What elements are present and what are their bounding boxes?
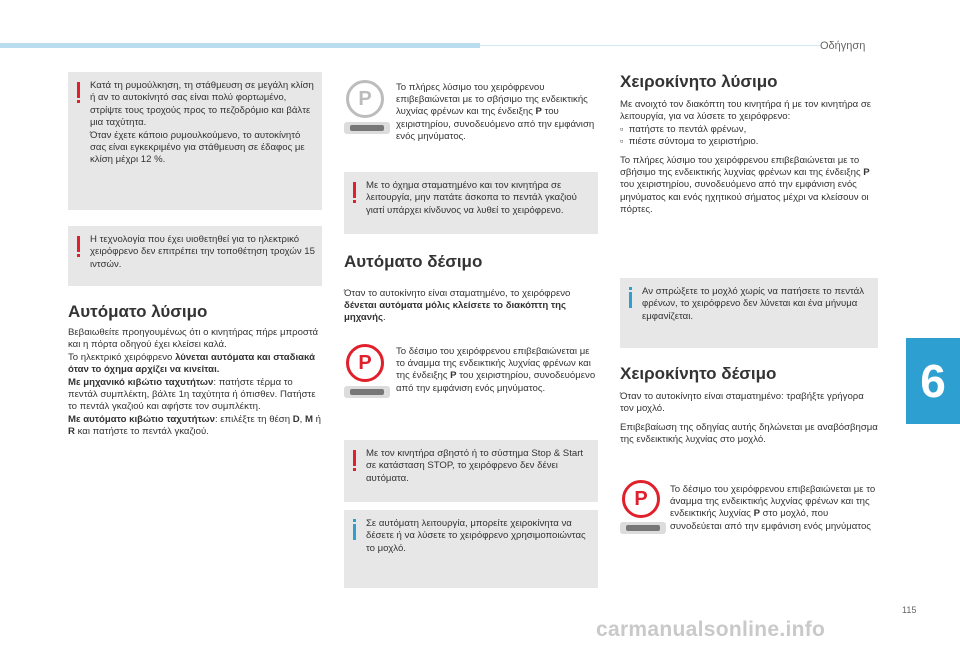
- text: στο μοχλό, που συνοδεύεται από την εμφάνιση ενός μηνύματος: [670, 508, 871, 532]
- bullet-icon: ▫: [620, 123, 629, 135]
- text: του χειριστηρίου, συνοδευόμενο από την εμφάνιση ενός μηνύματος.: [396, 106, 595, 143]
- text-bold: P: [535, 106, 542, 118]
- paragraph: Με ανοιχτό τον διακόπτη του κινητήρα ή με τον κινητήρα σε λειτουργία, για να λύσετε το χειρόφρενο:: [620, 99, 872, 123]
- text-bold: M: [305, 413, 314, 425]
- text: Το πλήρες λύσιμο του χειρόφρενου επιβεβαιώνεται με το σβήσιμο της ενδεικτικής λυχνίας φρένων και της ένδειξης: [396, 81, 588, 118]
- text: Το δέσιμο του χειρόφρενου επιβεβαιώνεται με το άναμμα της ενδεικτικής λυχνίας φρένων και της ενδεικτικής λυχνίας: [670, 483, 876, 520]
- text: ,: [299, 413, 306, 425]
- text: Το ηλεκτρικό χειρόφρενο: [68, 351, 176, 363]
- switch-icon: [344, 386, 390, 398]
- note-text: Αν σπρώξετε το μοχλό χωρίς να πατήσετε το πεντάλ φρένων, το χειρόφρενο δεν λύνεται και ένα μήνυμα εμφανίζεται.: [642, 286, 865, 322]
- text-bold: δένεται αυτόματα μόλις κλείσετε το διακόπτη της μηχανής: [344, 300, 566, 324]
- list-item: [620, 124, 878, 136]
- parking-brake-icon: P: [346, 344, 384, 382]
- header-line: [480, 45, 820, 46]
- warning-box-accelerator: [344, 172, 598, 234]
- warning-text: Η τεχνολογία που έχει υιοθετηθεί για το ηλεκτρικό χειρόφρενο δεν επιτρέπει την τοποθέτηση τροχών 15 ιντσών.: [90, 234, 315, 270]
- warning-text: Με τον κινητήρα σβηστό ή το σύστημα Stop & Start σε κατάσταση STOP, το χειρόφρενο δεν δένει αυτόματα.: [366, 448, 584, 484]
- watermark: carmanualsonline.info: [596, 618, 826, 641]
- text-bold: λύνεται αυτόματα και σταδιακά όταν το όχημα αρχίζει να κινείται.: [68, 351, 315, 376]
- text: : πατήστε τέρμα το πεντάλ συμπλέκτη, βάλτε 1η ταχύτητα ή όπισθεν. Πατήστε το πεντάλ γκαζιού και αφήστε τον συμπλέκτη.: [68, 376, 316, 413]
- text: Όταν το αυτοκίνητο είναι σταματημένο, το χειρόφρενο: [344, 287, 571, 299]
- switch-icon: [620, 522, 666, 534]
- note-box-lever: [620, 278, 878, 348]
- text: του χειριστηρίου, συνοδευόμενο από την εμφάνιση ενός μηνύματος.: [396, 370, 596, 394]
- heading-auto-apply: Αυτόματο δέσιμο: [344, 252, 483, 271]
- paragraph: [68, 377, 324, 414]
- warning-icon: [353, 182, 356, 198]
- note-text: Σε αυτόματη λειτουργία, μπορείτε χειροκίνητα να δέσετε ή να λύσετε το χειρόφρενο χρησιμοποιώντας το μοχλό.: [366, 518, 586, 554]
- warning-text: Κατά τη ρυμούλκηση, τη στάθμευση σε μεγάλη κλίση ή αν το αυτοκίνητό σας είναι πολύ φορτωμένο, στρίψτε τους τροχούς προς το πεζοδρόμιο και βάλτε μια ταχύτητα. Όταν έχετε κάποιο ρυμουλκούμενο, το αυτοκίνητό σας είναι εγκεκριμένο για στάθμευση σε έδαφος με κλίση μέχρι 12 %.: [90, 80, 314, 166]
- paragraph: Επιβεβαίωση της οδηγίας αυτής δηλώνεται με αναβόσβησμα της ενδεικτικής λυχνίας στο μοχλό.: [620, 421, 878, 446]
- section-title: Οδήγηση: [820, 40, 866, 52]
- warning-icon: [353, 450, 356, 466]
- list-item: [620, 136, 878, 148]
- paragraph: Όταν το αυτοκίνητο είναι σταματημένο: τραβήξτε γρήγορα τον μοχλό.: [620, 391, 864, 415]
- parking-brake-pictogram-on: [344, 344, 392, 406]
- text-bold: D: [292, 413, 300, 425]
- paragraph: [620, 155, 878, 217]
- paragraph: [68, 414, 324, 439]
- info-release: [396, 82, 598, 144]
- text: του χειριστηρίου, συνοδευόμενο από την εμφάνιση ενός μηνύματος και ενός ηχητικού σήματος μέχρι να κλείσουν οι πόρτες.: [620, 179, 869, 216]
- manual-release-text: [620, 99, 878, 217]
- text: Το δέσιμο του χειρόφρενου επιβεβαιώνεται με το άναμμα της ενδεικτικής λυχνίας φρένων και της ένδειξης: [396, 345, 591, 382]
- bullet-icon: ▫: [620, 136, 629, 148]
- info-manual-apply: [670, 484, 878, 534]
- info-apply: [396, 346, 598, 396]
- switch-icon: [344, 122, 390, 134]
- text: και πατήστε το πεντάλ γκαζιού.: [74, 426, 209, 438]
- text-bold: P: [450, 370, 457, 382]
- warning-box-wheels: [68, 226, 322, 286]
- warning-icon: [77, 236, 80, 252]
- warning-box-stop-start: [344, 440, 598, 502]
- parking-brake-icon: P: [346, 80, 384, 118]
- list-text: πιέστε σύντομα το χειριστήριο.: [628, 136, 759, 148]
- info-icon: [629, 292, 632, 308]
- text-bold: Με αυτόματο κιβώτιο ταχυτήτων: [68, 413, 215, 425]
- header-bar: [0, 43, 480, 48]
- page-number: 115: [902, 605, 917, 615]
- info-icon: [353, 524, 356, 540]
- text: .: [383, 312, 386, 324]
- list-text: πατήστε το πεντάλ φρένων,: [628, 123, 747, 135]
- parking-brake-pictogram-manual: [620, 480, 668, 542]
- heading-manual-release: Χειροκίνητο λύσιμο: [620, 72, 778, 91]
- text-bold: P: [863, 167, 870, 179]
- text: Το πλήρες λύσιμο του χειρόφρενου επιβεβαιώνεται με το σβήσιμο της ενδεικτικής λυχνίας φρένων και της ένδειξης: [620, 154, 864, 179]
- paragraph: [344, 288, 598, 325]
- text-bold: R: [68, 426, 75, 438]
- text-bold: Με μηχανικό κιβώτιο ταχυτήτων: [68, 376, 214, 388]
- heading-manual-apply: Χειροκίνητο δέσιμο: [620, 364, 777, 383]
- parking-brake-pictogram-off: [344, 80, 392, 142]
- paragraph: [68, 352, 324, 377]
- warning-icon: [77, 82, 80, 98]
- warning-text: Με το όχημα σταματημένο και τον κινητήρα σε λειτουργία, μην πατάτε άσκοπα το πεντάλ γκαζιού γιατί υπάρχει κίνδυνος να λυθεί το χειρόφρενο.: [366, 180, 577, 216]
- heading-auto-release: Αυτόματο λύσιμο: [68, 302, 208, 321]
- text: : επιλέξτε τη θέση: [214, 413, 293, 425]
- auto-release-text: [68, 327, 324, 439]
- parking-brake-icon: P: [622, 480, 660, 518]
- text-bold: P: [753, 508, 760, 520]
- note-box-manual: [344, 510, 598, 588]
- manual-apply-text: [620, 391, 878, 447]
- paragraph: Βεβαιωθείτε προηγουμένως ότι ο κινητήρας πήρε μπροστά και η πόρτα οδηγού έχει κλείσει καλά.: [68, 327, 319, 351]
- warning-box-towing: [68, 72, 322, 210]
- chapter-tab: 6: [906, 338, 960, 424]
- text: ή: [313, 413, 322, 425]
